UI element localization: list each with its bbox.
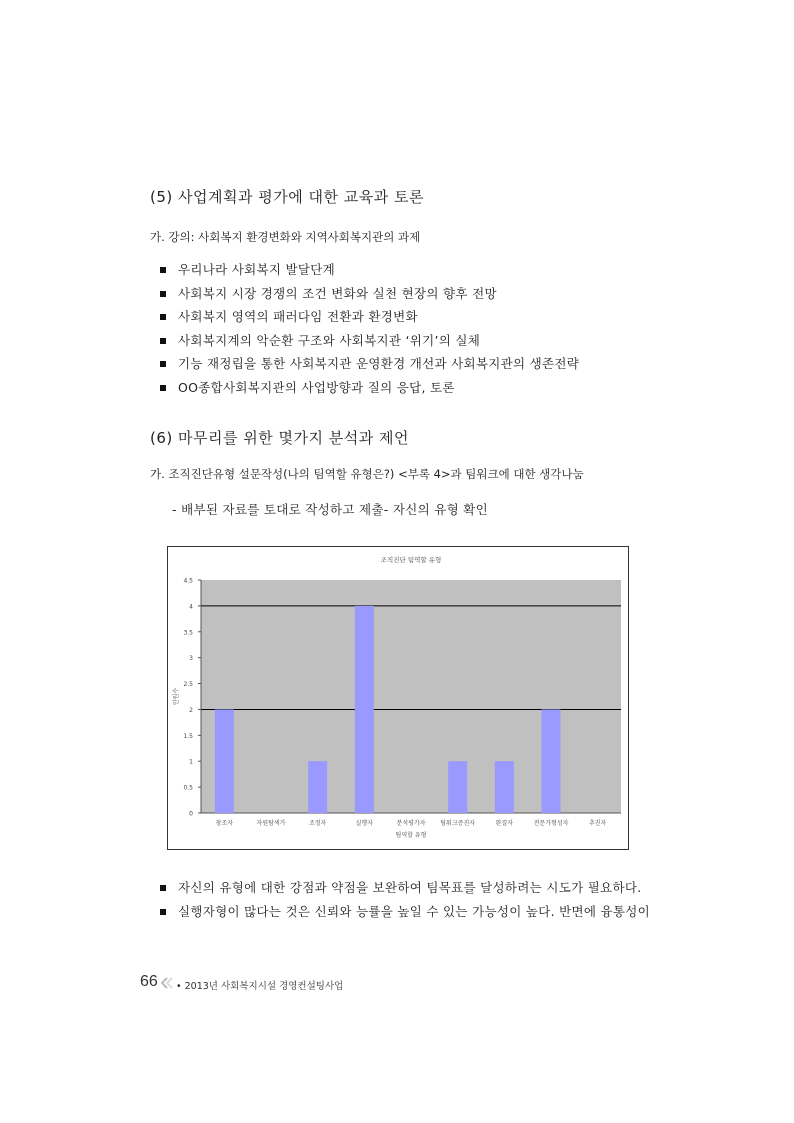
x-tick-label: 팀워크증진자 xyxy=(440,820,476,827)
y-tick-label: 4 xyxy=(189,603,193,611)
footer-text: • 2013년 사회복지시설 경영컨설팅사업 xyxy=(176,981,344,992)
list-item: 사회복지계의 악순환 구조와 사회복지관 ‘위기’의 실체 xyxy=(158,329,579,353)
section-6-item: 가. 조직진단유형 설문작성(나의 팀역할 유형은?) <부록 4>과 팀워크에 대한 생각나눔 xyxy=(150,467,584,481)
list-item: 실행자형이 많다는 것은 신뢰와 능률을 높일 수 있는 가능성이 높다. 반면에 융통성이 xyxy=(158,900,650,924)
section-6-title: (6) 마무리를 위한 몇가지 분석과 제언 xyxy=(150,429,409,447)
section-5-bullet-list xyxy=(158,258,579,399)
y-tick-label: 2 xyxy=(189,706,193,714)
list-item: 사회복지 영역의 패러다임 전환과 환경변화 xyxy=(158,305,579,329)
y-tick-label: 1.5 xyxy=(183,732,193,740)
bar xyxy=(355,606,374,813)
team-role-chart xyxy=(167,546,629,850)
square-bullet-icon xyxy=(160,885,166,891)
list-item: OO종합사회복지관의 사업방향과 질의 응답, 토론 xyxy=(158,376,579,400)
y-tick-label: 3.5 xyxy=(183,629,193,637)
square-bullet-icon xyxy=(160,291,166,297)
y-tick-label: 0.5 xyxy=(183,784,193,792)
square-bullet-icon xyxy=(160,361,166,367)
page-number: 66 xyxy=(140,973,158,990)
bar xyxy=(542,709,561,813)
square-bullet-icon xyxy=(160,267,166,273)
list-item: 우리나라 사회복지 발달단계 xyxy=(158,258,579,282)
y-tick-label: 0 xyxy=(189,810,193,818)
x-tick-label: 조정자 xyxy=(308,820,327,827)
y-tick-label: 1 xyxy=(189,758,193,766)
x-tick-label: 전문가형성자 xyxy=(533,820,569,827)
list-item: 사회복지 시장 경쟁의 조건 변화와 실천 현장의 향후 전망 xyxy=(158,282,579,306)
x-axis-label: 팀역할 유형 xyxy=(395,832,427,839)
x-tick-label: 완결자 xyxy=(495,820,514,827)
list-item: 자신의 유형에 대한 강점과 약점을 보완하여 팀목표를 달성하려는 시도가 필요하다. xyxy=(158,876,650,900)
bar xyxy=(495,761,514,813)
y-tick-label: 3 xyxy=(189,655,193,663)
y-tick-label: 4.5 xyxy=(183,577,193,585)
bar xyxy=(215,709,234,813)
square-bullet-icon xyxy=(160,314,166,320)
bar xyxy=(448,761,467,813)
chart-title: 조직진단 팀역할 유형 xyxy=(380,556,442,564)
y-axis-label: 인원수 xyxy=(173,687,180,706)
double-chevron-left-icon xyxy=(160,977,174,989)
section-5-title: (5) 사업계획과 평가에 대한 교육과 토론 xyxy=(150,188,424,206)
list-item: 기능 재정립을 통한 사회복지관 운영환경 개선과 사회복지관의 생존전략 xyxy=(158,352,579,376)
x-tick-label: 추진자 xyxy=(588,820,607,827)
section-6-note: - 배부된 자료를 토대로 작성하고 제출- 자신의 유형 확인 xyxy=(172,502,489,517)
x-tick-label: 창조자 xyxy=(215,820,234,827)
section-5-lecture: 가. 강의: 사회복지 환경변화와 지역사회복지관의 과제 xyxy=(150,230,421,244)
square-bullet-icon xyxy=(160,909,166,915)
bar xyxy=(308,761,327,813)
x-tick-label: 분석평가자 xyxy=(396,820,426,827)
x-tick-label: 자원탐색가 xyxy=(256,820,286,827)
x-tick-label: 실행자 xyxy=(355,820,374,827)
square-bullet-icon xyxy=(160,385,166,391)
conclusion-bullet-list xyxy=(158,876,650,923)
y-tick-label: 2.5 xyxy=(183,681,193,689)
chart-canvas xyxy=(168,547,628,849)
square-bullet-icon xyxy=(160,338,166,344)
